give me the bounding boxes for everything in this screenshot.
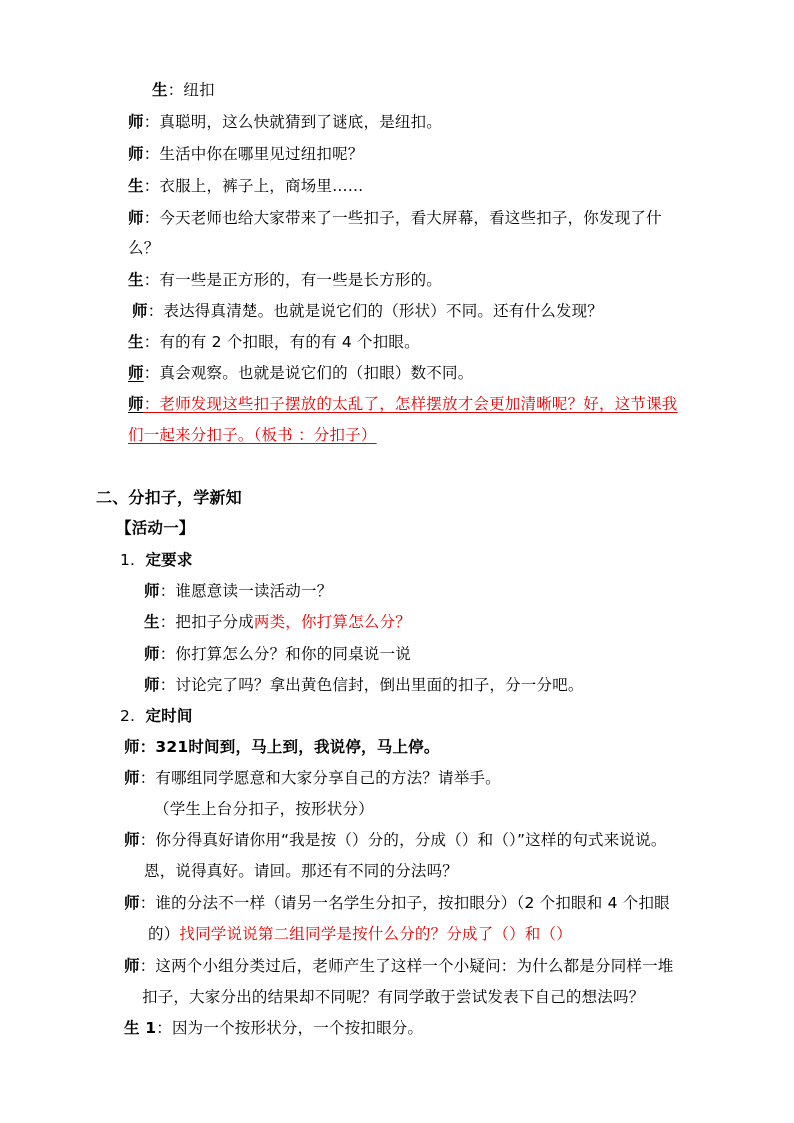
speaker: 生 [144,613,160,631]
speaker: 师 [128,364,144,382]
speaker: 师 [128,145,144,163]
line-text: ：今天老师也给大家带来了一些扣子，看大屏幕，看这些扣子，你发现了什 [143,209,662,227]
section-heading: 二、分扣子，学新知 [96,488,242,507]
step-heading [120,550,193,570]
line-text: ：衣服上，裤子上，商场里…… [143,177,364,195]
dialogue-line [128,144,364,164]
line-text: ：你分得真好请你用“我是按（）分的，分成（）和（）”这样的句式来说说。 [139,831,667,849]
dialogue-line [128,270,442,290]
dialogue-line [124,893,670,913]
dialogue-line [152,80,215,100]
dialogue-line [124,830,667,850]
step-number: 2. [120,707,136,725]
speaker: 生 [128,333,144,351]
line-text: ：老师发现这些扣子摆放的太乱了，怎样摆放才会更加清晰呢？好，这节课我 [143,395,678,413]
dialogue-line [124,737,440,757]
speaker: 师 [128,209,144,227]
line-text: ：生活中你在哪里见过纽扣呢？ [143,145,364,163]
dialogue-line-highlight [128,394,678,414]
dialogue-line [124,1018,423,1038]
line-text: ：这两个小组分类过后，老师产生了这样一个小疑问：为什么都是分同样一堆 [139,957,674,975]
speaker: 生 [128,271,144,289]
line-text: ：谁的分法不一样（请另一名学生分扣子，按扣眼分）（2 个扣眼和 4 个扣眼 [139,894,670,912]
speaker: 师 [124,738,140,756]
dialogue-line [128,363,473,383]
line-text: ：把扣子分成 [159,613,254,631]
dialogue-line [128,208,662,228]
dialogue-line [128,112,442,132]
line-text: ：有一些是正方形的，有一些是长方形的。 [143,271,443,289]
step-title: 定要求 [145,551,193,569]
speaker: 师 [144,645,160,663]
line-text-highlight: 两类，你打算怎么分？ [253,613,411,631]
speaker: 师 [128,395,144,413]
line-text: ：讨论完了吗？拿出黄色信封，倒出里面的扣子，分一分吧。 [159,676,584,694]
line-text: ：纽扣 [167,81,215,99]
line-text-highlight: 找同学说说第二组同学是按什么分的？分成了（）和（） [179,925,572,943]
step-title: 定时间 [145,707,193,725]
speaker: 师 [124,957,140,975]
dialogue-line [128,332,420,352]
speaker: 生 [128,177,144,195]
dialogue-line [128,176,364,196]
dialogue-line [124,956,674,976]
dialogue-line [132,301,603,321]
speaker: 生 1 [124,1019,157,1037]
step-heading [120,706,193,726]
line-continuation: 恩，说得真好。请回。那还有不同的分法吗？ [144,862,459,880]
speaker: 师 [124,831,140,849]
line-text: ：真聪明，这么快就猜到了谜底，是纽扣。 [143,113,443,131]
line-text: 的） [148,925,180,943]
step-number: 1. [120,551,136,569]
line-text: ：谁愿意读一读活动一？ [159,582,333,600]
speaker: 师 [124,769,140,787]
speaker: 师 [132,302,148,320]
line-continuation [148,924,572,944]
line-continuation: 扣子，大家分出的结果却不同呢？有同学敢于尝试发表下自己的想法吗？ [142,988,645,1006]
line-text: ：321时间到，马上到，我说停，马上停。 [139,738,440,756]
dialogue-line [144,612,411,632]
dialogue-line [144,581,332,601]
line-text: ：你打算怎么分？和你的同桌说一说 [159,645,411,663]
line-text: ：有的有 2 个扣眼，有的有 4 个扣眼。 [143,333,420,351]
speaker: 师 [144,676,160,694]
speaker: 师 [144,582,160,600]
speaker: 师 [128,113,144,131]
line-continuation: 么？ [128,239,160,257]
line-text: ：表达得真清楚。也就是说它们的（形状）不同。还有什么发现？ [147,302,604,320]
speaker: 生 [152,81,168,99]
dialogue-line [124,768,501,788]
line-text: ：真会观察。也就是说它们的（扣眼）数不同。 [143,364,474,382]
activity-label: 【活动一】 [116,519,195,537]
line-text: ：因为一个按形状分，一个按扣眼分。 [156,1019,424,1037]
dialogue-line [144,675,584,695]
line-text: ：有哪组同学愿意和大家分享自己的方法？请举手。 [139,769,501,787]
stage-direction: （学生上台分扣子，按形状分） [154,800,374,818]
dialogue-line [144,644,411,664]
line-continuation: 们一起来分扣子。（板书 ：分扣子） [128,426,377,444]
speaker: 师 [124,894,140,912]
